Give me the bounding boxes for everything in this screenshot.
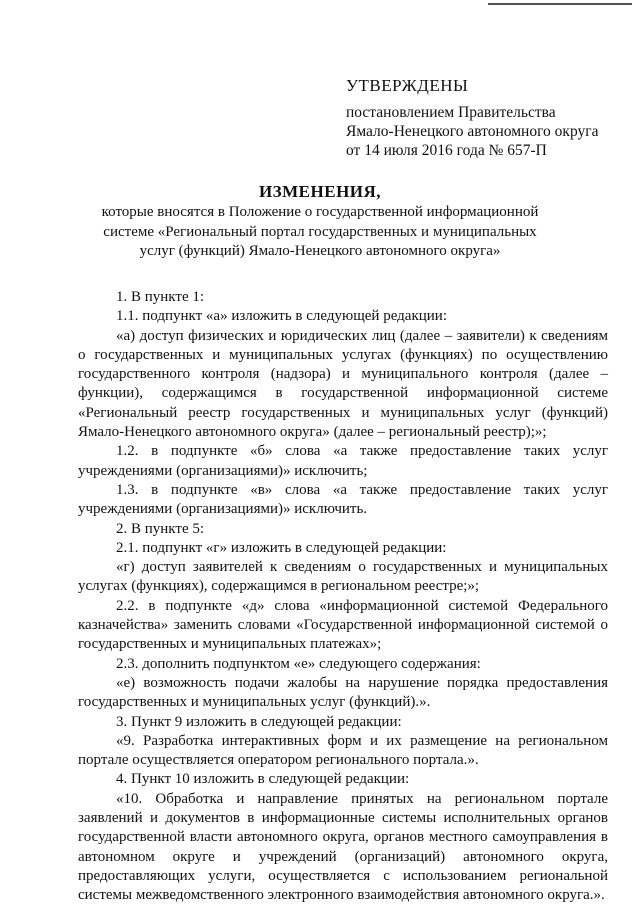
paragraph: «а) доступ физических и юридических лиц (далее – заявители) к сведениям о государственных и муниципальных услугах (функциях) по осуществлению государственного контроля (надзора) и муниципального контроля (далее – функции), содержащимся в государственной информационной системе «Региональный реестр государственных и муниципальных услуг (функций) Ямало-Ненецкого автономного округа» (далее – региональный реестр);»; bbox=[78, 327, 608, 441]
paragraph: 2. В пункте 5: bbox=[116, 520, 205, 537]
approval-line: постановлением Правительства bbox=[346, 104, 556, 121]
paragraph: 1.1. подпункт «а» изложить в следующей редакции: bbox=[116, 308, 447, 325]
approval-block bbox=[346, 76, 598, 160]
paragraph: 1.3. в подпункте «в» слова «а также предоставление таких услуг учреждениями (организациями)» исключить. bbox=[78, 481, 608, 518]
approval-heading: УТВЕРЖДЕНЫ bbox=[346, 76, 469, 95]
paragraph: 2.1. подпункт «г» изложить в следующей редакции: bbox=[116, 539, 447, 556]
paragraph: 2.2. в подпункте «д» слова «информационной системой Федерального казначейства» заменить словами «Государственной информационной системой о государственных и муниципальных платежах»; bbox=[78, 597, 608, 653]
top-edge-line bbox=[488, 3, 632, 5]
paragraph: «9. Разработка интерактивных форм и их размещение на региональном портале осуществляется оператором регионального портала.». bbox=[78, 732, 608, 769]
document-body bbox=[78, 288, 608, 906]
document-subtitle: которые вносятся в Положение о государственной информационной системе «Региональный портал государственных и муниципальных услуг (функций) Ямало-Ненецкого автономного округа» bbox=[101, 204, 539, 259]
paragraph: 1. В пункте 1: bbox=[116, 289, 205, 305]
paragraph: 1.2. в подпункте «б» слова «а также предоставление таких услуг учреждениями (организациями)» исключить; bbox=[78, 443, 608, 479]
document-title: ИЗМЕНЕНИЯ, bbox=[258, 182, 382, 201]
paragraph: 4. Пункт 10 изложить в следующей редакции: bbox=[116, 771, 410, 788]
paragraph: «10. Обработка и направление принятых на региональном портале заявлений и документов в информационные системы исполнительных органов государственной власти автономного округа, органов местного самоуправления в автономном округе и учреждений (организаций) автономного округа, предоставляющих услуги, осуществляется с использованием региональной системы межведомственного электронного взаимодействия автономного округа.». bbox=[78, 790, 608, 904]
paragraph: 2.3. дополнить подпунктом «е» следующего содержания: bbox=[116, 655, 481, 672]
paragraph: «е) возможность подачи жалобы на нарушение порядка предоставления государственных и муниципальных услуг (функций).». bbox=[78, 674, 608, 711]
paragraph: 3. Пункт 9 изложить в следующей редакции: bbox=[116, 713, 402, 730]
approval-line: Ямало-Ненецкого автономного округа bbox=[346, 123, 599, 140]
approval-line: от 14 июля 2016 года № 657-П bbox=[346, 142, 547, 159]
paragraph: «г) доступ заявителей к сведениям о государственных и муниципальных услугах (функциях), содержащимся в региональном реестре;»; bbox=[78, 559, 608, 595]
